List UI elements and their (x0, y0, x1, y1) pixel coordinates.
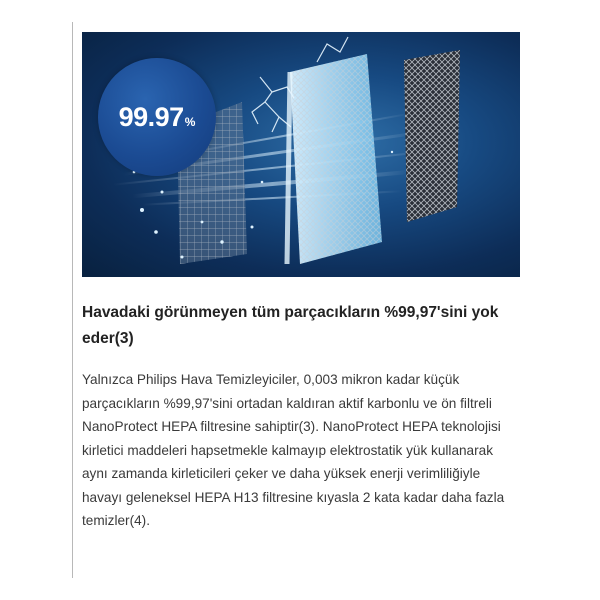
section-headline: Havadaki görünmeyen tüm parçacıkların %99,97'sini yok eder(3) (82, 304, 499, 347)
left-divider (72, 22, 73, 578)
badge-unit: % (184, 114, 196, 129)
description-paragraph: Yalnızca Philips Hava Temizleyiciler, 0,003 mikron kadar küçük parçacıkların %99,97'sini ortadan kaldıran aktif karbonlu ve ön filtreli NanoProtect HEPA filtresine sahiptir(3). NanoProtect HEPA teknolojisi kirletici maddeleri hapsetmekle kalmayıp elektrostatik yük kullanarak aynı zamanda kirleticileri çeker ve daha yüksek enerji verimliliğiyle havayı geleneksel HEPA H13 filtresine kıyasla 2 kata kadar daha fazla temizler(4). (82, 372, 505, 528)
filter-illustration (82, 32, 520, 277)
badge-value: 99.97 (118, 101, 184, 132)
efficiency-badge (98, 58, 216, 176)
